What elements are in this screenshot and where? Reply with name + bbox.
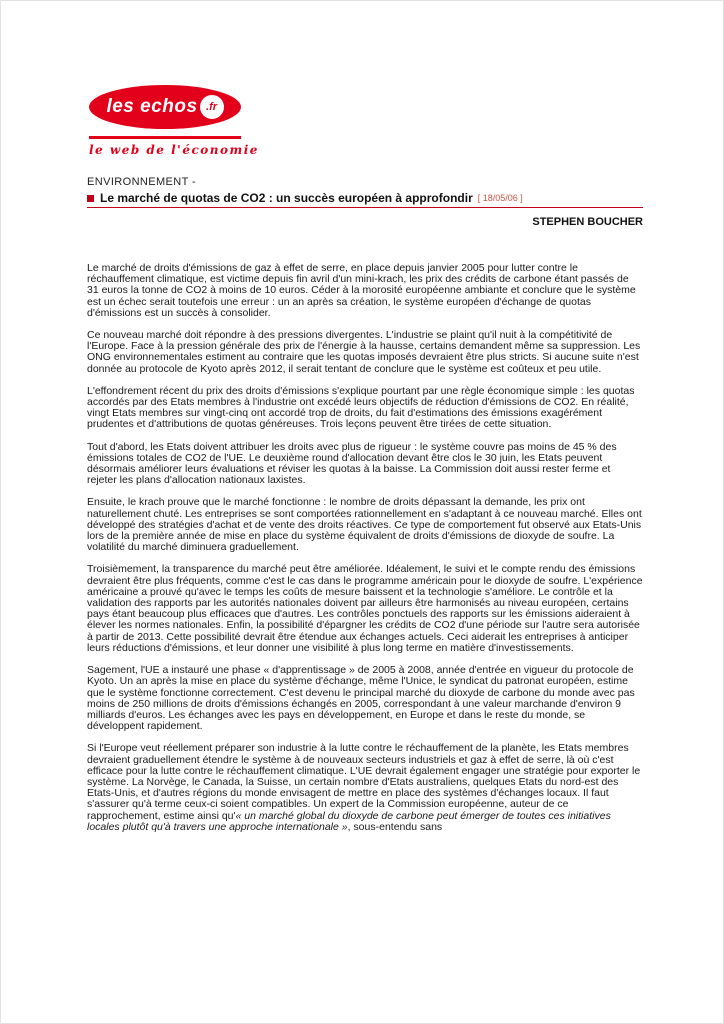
article-paragraph: [87, 330, 643, 375]
article-paragraph: [87, 442, 643, 487]
article-category: ENVIRONNEMENT -: [87, 176, 197, 188]
article-author: STEPHEN BOUCHER: [532, 216, 643, 228]
paragraph-text: Le marché de droits d'émissions de gaz à effet de serre, en place depuis janvier 2005 pour lutter contre le réchauffement climatique, est victime depuis fin avril d'un mini-krach, les prix des crédits de carbone étant passés de 31 euros la tonne de CO2 à moins de 10 euros. Céder à la morosité européenne ambiante et conclure que le système est un échec serait toutefois une erreur : un an après sa création, le système européen d'échange de quotas d'émissions est un succès à consolider.: [87, 262, 636, 319]
article-date: [ 18/05/06 ]: [477, 193, 523, 203]
article-paragraph: [87, 665, 643, 732]
article-paragraph: [87, 497, 643, 553]
red-square-bullet: [87, 195, 94, 202]
paragraph-quote-italic: « un marché global du dioxyde de carbone peut émerger de toutes ces initiatives locales plutôt qu'à travers une approche internationale »: [87, 809, 611, 833]
logo-tld-badge: .fr: [200, 95, 224, 119]
paragraph-text: Troisièmement, la transparence du marché peut être améliorée. Idéalement, le suivi et le compte rendu des émissions devraient être plus fréquents, comme c'est le cas dans le programme américain pour le dioxyde de soufre. L'expérience américaine a prouvé qu'avec le temps les coûts de mesure baissent et la technologie s'améliore. Le contrôle et la validation des rapports par les autorités nationales doivent par ailleurs être harmonisés au niveau européen, certains pays étant beaucoup plus efficaces que d'autres. Les contrôles ponctuels des rapports sur les émissions aideraient à élever les normes nationales. Enfin, la possibilité d'épargner les crédits de CO2 d'une période sur l'autre sera autorisée à partir de 2013. Cette possibilité devrait être étendue aux échanges actuels. Ceci aiderait les entreprises à anticiper leurs réductions d'émissions, et leur donner une visibilité à plus long terme en matière d'investissements.: [87, 563, 643, 654]
article-paragraph: [87, 743, 643, 833]
paragraph-text: Si l'Europe veut réellement préparer son industrie à la lutte contre le réchauffement de la planète, les Etats membres devraient graduellement étendre le système à de nouveaux secteurs industriels et gaz à effet de serre, là où c'est efficace pour la lutte contre le réchauffement climatique. L'UE devrait également engager une stratégie pour exporter le système. La Norvège, le Canada, la Suisse, un certain nombre d'Etats australiens, quelques Etats du nord-est des Etats-Unis, et d'autres régions du monde envisagent de mettre en place des systèmes d'échanges locaux. Il faut s'assurer qu'à terme ceux-ci soient compatibles. Un expert de la Commission européenne, auteur de ce rapprochement, estime ainsi qu': [87, 742, 641, 822]
headline-divider: [87, 207, 643, 208]
paragraph-text: Ce nouveau marché doit répondre à des pressions divergentes. L'industrie se plaint qu'il nuit à la compétitivité de l'Europe. Face à la pression générale des prix de l'énergie à la hausse, certains demandent même sa suppression. Les ONG environnementales estiment au contraire que les quotas imposés devraient être plus stricts. Si aucune suite n'est donnée au protocole de Kyoto après 2012, il serait tentant de conclure que le système est coûteux et peu utile.: [87, 329, 641, 375]
article-body: [87, 263, 643, 844]
paragraph-text: L'effondrement récent du prix des droits d'émissions s'explique pourtant par une règle économique simple : les quotas accordés par des Etats membres à l'industrie ont excédé leurs objectifs de réduction d'émissions de CO2. En réalité, vingt Etats membres sur vingt-cinq ont accordé trop de droits, du fait d'estimations des émissions exagérément prudentes et d'attributions de quotas généreuses. Trois leçons peuvent être tirées de cette situation.: [87, 384, 635, 431]
article-title: Le marché de quotas de CO2 : un succès européen à approfondir: [100, 191, 473, 205]
article-paragraph: [87, 386, 643, 431]
lesechos-logo-oval: [89, 85, 241, 129]
article-paragraph: [87, 564, 643, 654]
paragraph-text: Sagement, l'UE a instauré une phase « d'apprentissage » de 2005 à 2008, année d'entrée en vigueur du protocole de Kyoto. Un an après la mise en place du système d'échange, même l'Unice, le syndicat du patronat européen, estime que le système fonctionne correctement. C'est devenu le principal marché du dioxyde de carbone du monde avec pas moins de 250 millions de droits d'émissions échangés en 2005, correspondant à une valeur marchande d'environ 9 milliards d'euros. Les échanges avec les pays en développement, en Europe et dans le reste du monde, se développent rapidement.: [87, 664, 635, 733]
headline-row: [87, 191, 643, 205]
logo-divider: [89, 136, 241, 139]
logo-brand-text: les echos: [106, 96, 198, 117]
paragraph-text: Tout d'abord, les Etats doivent attribuer les droits avec plus de rigueur : le système couvre pas moins de 45 % des émissions totales de CO2 de l'UE. Le deuxième round d'allocation devant être clos le 30 juin, les Etats peuvent désormais améliorer leurs évaluations et réviser les quotas à la baisse. La Commission doit aussi rester ferme et rejeter les plans d'allocation nationaux laxistes.: [87, 440, 617, 487]
article-page: [87, 85, 643, 1015]
logo-tagline: le web de l'économie: [89, 143, 259, 157]
article-paragraph: [87, 263, 643, 319]
paragraph-text: Ensuite, le krach prouve que le marché fonctionne : le nombre de droits dépassant la demande, les prix ont naturellement chuté. Les entreprises se sont comportées rationnellement en s'adaptant à ce nouveau marché. Elles ont développé des stratégies d'achat et de vente des droits réactives. Ce type de comportement fut observé aux Etats-Unis lors de la première année de mise en place du système équivalent de droits d'émissions de dioxyde de soufre. La volatilité du marché diminuera graduellement.: [87, 496, 642, 554]
paragraph-text: , sous-entendu sans: [347, 820, 443, 833]
lesechos-logo: [89, 85, 259, 157]
